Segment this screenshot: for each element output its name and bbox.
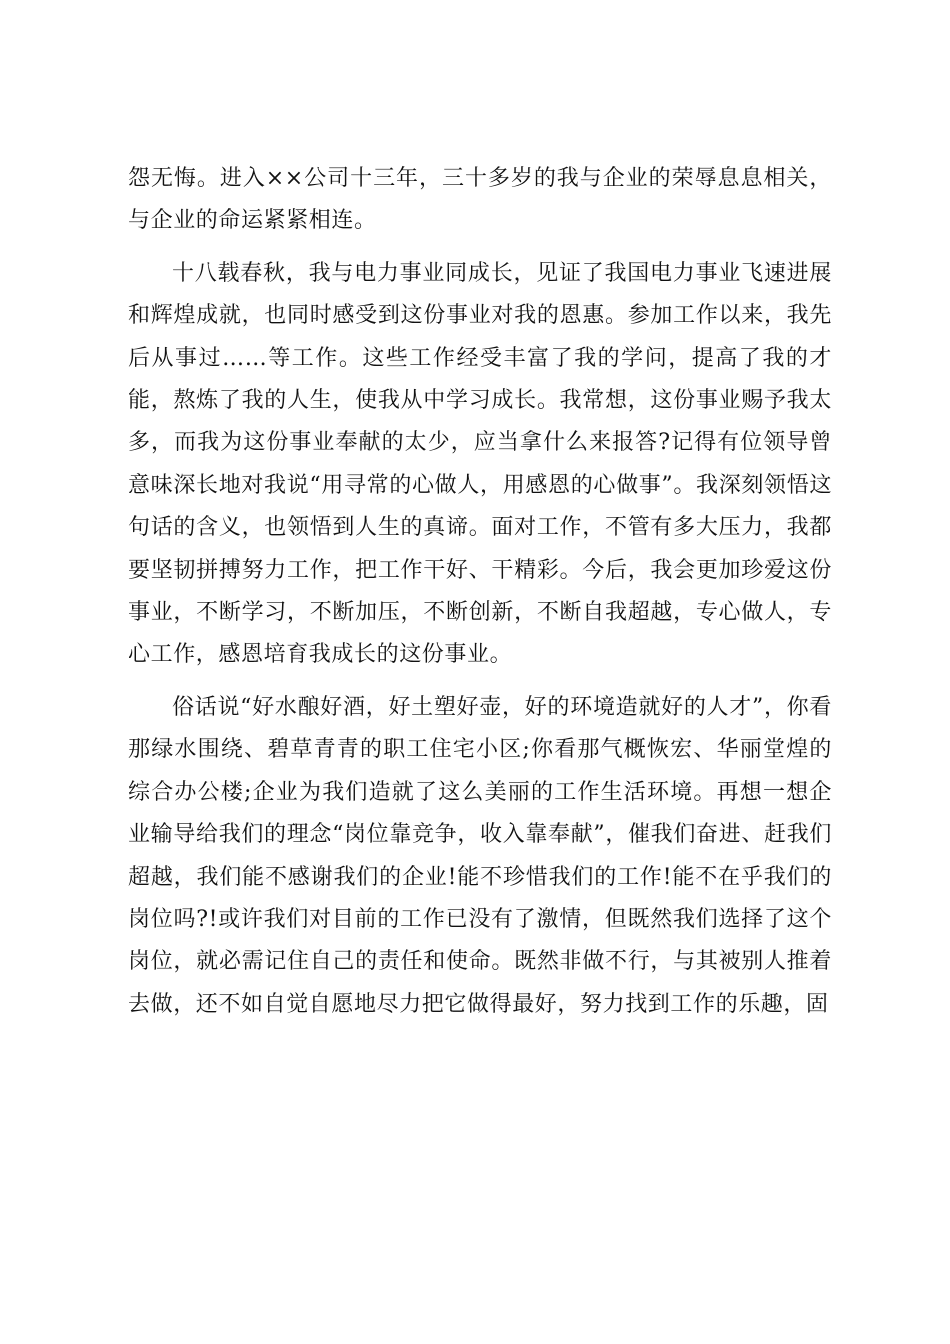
body-text: [128, 158, 832, 1036]
paragraph-spring-autumn: 十八载春秋，我与电力事业同成长，见证了我国电力事业飞速进展和辉煌成就，也同时感受到这份事业对我的恩惠。参加工作以来，我先后从事过……等工作。这些工作经受丰富了我的学问，提高了我的才能，熬炼了我的人生，使我从中学习成长。我常想，这份事业赐予我太多，而我为这份事业奉献的太少，应当拿什么来报答?记得有位领导曾意味深长地对我说“用寻常的心做人，用感恩的心做事”。我深刻领悟这句话的含义，也领悟到人生的真谛。面对工作，不管有多大压力，我都要坚韧拼搏努力工作，把工作干好、干精彩。今后，我会更加珍爱这份事业，不断学习，不断加压，不断创新，不断自我超越，专心做人，专心工作，感恩培育我成长的这份事业。: [128, 260, 832, 668]
paragraph-proverb: 俗话说“好水酿好酒，好土塑好壶，好的环境造就好的人才”，你看那绿水围绕、碧草青青的职工住宅小区;你看那气概恢宏、华丽堂煌的综合办公楼;企业为我们造就了这么美丽的工作生活环境。再想一想企业输导给我们的理念“岗位靠竞争，收入靠奉献”，催我们奋进、赶我们超越，我们能不感谢我们的企业!能不珍惜我们的工作!能不在乎我们的岗位吗?!或许我们对目前的工作已没有了激情，但既然我们选择了这个岗位，就必需记住自己的责任和使命。既然非做不行，与其被别人推着去做，还不如自觉自愿地尽力把它做得最好，努力找到工作的乐趣，固: [128, 694, 832, 1017]
paragraph-continuation: 怨无悔。进入××公司十三年，三十多岁的我与企业的荣辱息息相关，与企业的命运紧紧相连。: [128, 166, 832, 234]
